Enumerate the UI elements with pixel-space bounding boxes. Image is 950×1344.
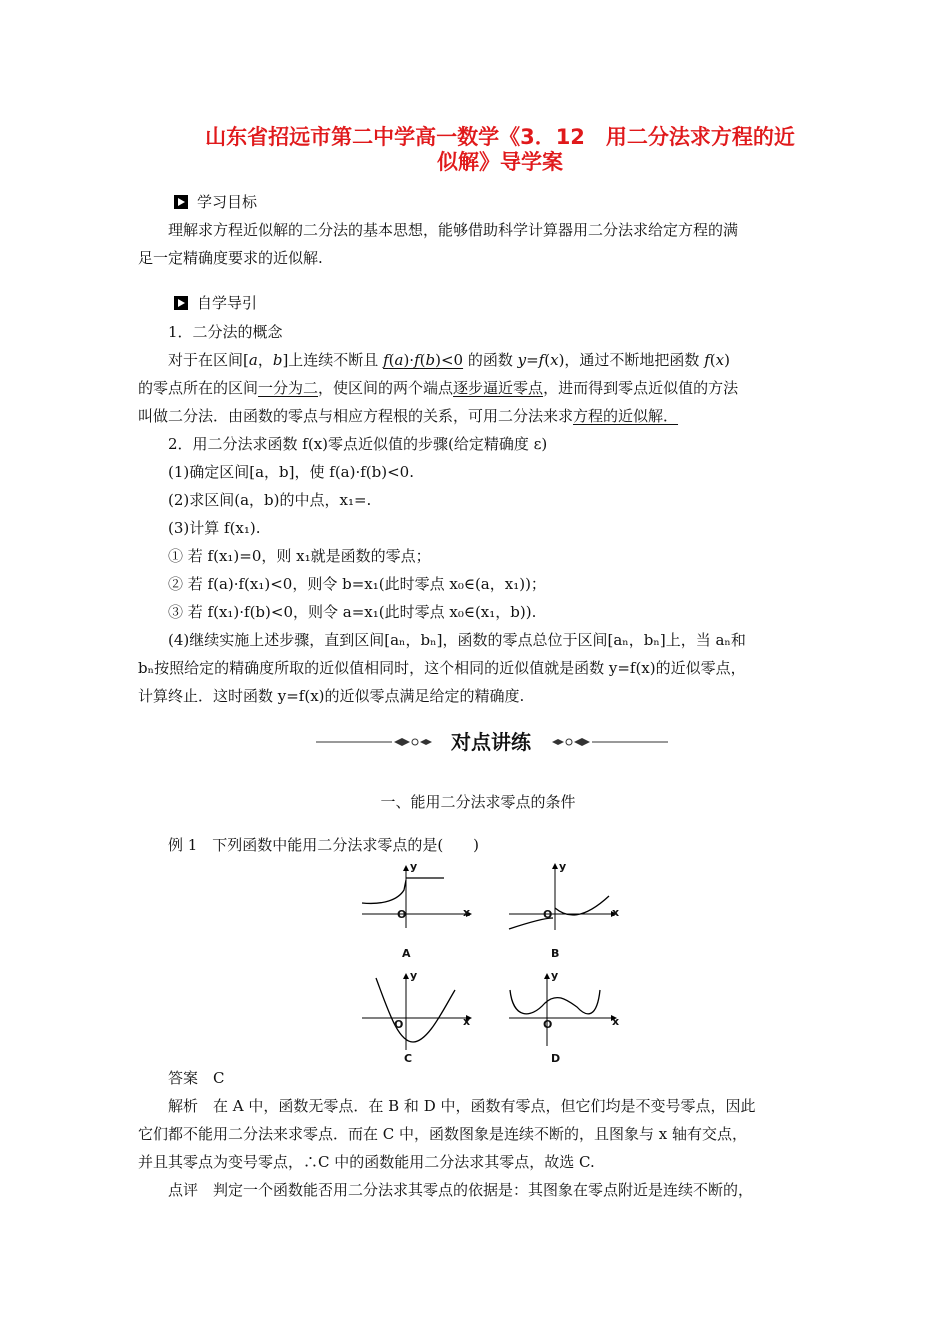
objectives-heading-text: 学习目标 xyxy=(197,193,258,211)
graph-d xyxy=(505,970,625,1050)
graph-b-x-label: x xyxy=(612,906,620,919)
graph-c xyxy=(358,970,478,1050)
section-banner xyxy=(312,727,672,757)
graph-a-origin: O xyxy=(397,908,407,921)
analysis-line-1: 解析 在 A 中，函数无零点．在 B 和 D 中，函数有零点，但它们均是不变号零点，因此 xyxy=(168,1097,756,1115)
graph-d-x-label: x xyxy=(612,1015,620,1028)
doc-title-line-2: 似解》导学案 xyxy=(437,150,563,174)
comment-line-1: 点评 判定一个函数能否用二分法求其零点的依据是：其图象在零点附近是连续不断的， xyxy=(168,1181,754,1199)
step-1: (1)确定区间[a，b]，使 f(a)·f(b)<0. xyxy=(168,463,414,481)
play-arrow-icon xyxy=(174,195,188,209)
example-1-question: 例 1 下列函数中能用二分法求零点的是( ) xyxy=(168,836,480,854)
step-4-line-2: bₙ按照给定的精确度所取的近似值相同时，这个相同的近似值就是函数 y=f(x)的近似零点， xyxy=(138,659,746,677)
graph-a-x-label: x xyxy=(463,906,471,919)
step-4-line-1: (4)继续实施上述步骤，直到区间[aₙ，bₙ]，函数的零点总位于区间[aₙ，bₙ]上，当 aₙ和 xyxy=(168,631,746,649)
concept-line-2: 的零点所在的区间一分为二，使区间的两个端点逐步逼近零点，进而得到零点近似值的方法 xyxy=(138,379,739,397)
graph-b-y-label: y xyxy=(559,860,567,873)
step-3: (3)计算 f(x₁). xyxy=(168,519,261,537)
objectives-heading xyxy=(174,192,257,212)
step-4-line-3: 计算终止．这时函数 y=f(x)的近似零点满足给定的精确度. xyxy=(138,687,525,705)
steps-title: 2．用二分法求函数 f(x)零点近似值的步骤(给定精确度 ε) xyxy=(168,435,548,453)
analysis-line-3: 并且其零点为变号零点，∴C 中的函数能用二分法求其零点，故选 C. xyxy=(138,1153,595,1171)
graph-d-y-label: y xyxy=(551,969,559,982)
graph-d-origin: O xyxy=(543,1018,553,1031)
step-2: (2)求区间(a，b)的中点，x₁=. xyxy=(168,491,372,509)
graph-a-label: A xyxy=(402,947,411,960)
concept-title: 1．二分法的概念 xyxy=(168,323,283,341)
graph-c-origin: O xyxy=(394,1018,404,1031)
example-1-answer: 答案 C xyxy=(168,1069,225,1087)
step-3-case-2: ② 若 f(a)·f(x₁)<0，则令 b=x₁(此时零点 x₀∈(a，x₁))； xyxy=(168,575,546,593)
selfstudy-heading xyxy=(174,293,257,313)
selfstudy-heading-text: 自学导引 xyxy=(197,294,258,312)
concept-line-1: 对于在区间[a，b]上连续不断且 f(a)·f(b)<0 的函数 y=f(x)，通过不断地把函数 f(x) xyxy=(168,351,730,369)
step-3-case-3: ③ 若 f(x₁)·f(b)<0，则令 a=x₁(此时零点 x₀∈(x₁，b)). xyxy=(168,603,537,621)
graph-a xyxy=(358,860,478,930)
graph-b-origin: O xyxy=(543,908,553,921)
objectives-line-2: 足一定精确度要求的近似解. xyxy=(138,249,323,267)
graph-a-y-label: y xyxy=(410,860,418,873)
graph-c-y-label: y xyxy=(410,969,418,982)
graph-c-x-label: x xyxy=(463,1015,471,1028)
graph-d-label: D xyxy=(551,1052,561,1065)
graph-b-label: B xyxy=(551,947,560,960)
play-arrow-icon xyxy=(174,296,188,310)
analysis-line-2: 它们都不能用二分法来求零点．而在 C 中，函数图象是连续不断的，且图象与 x 轴有交点， xyxy=(138,1125,748,1143)
graph-c-label: C xyxy=(404,1052,413,1065)
concept-line-3: 叫做二分法．由函数的零点与相应方程根的关系，可用二分法来求方程的近似解． xyxy=(138,407,679,425)
banner-text: 对点讲练 xyxy=(451,730,531,754)
step-3-case-1: ① 若 f(x₁)=0，则 x₁就是函数的零点； xyxy=(168,547,431,565)
doc-title-line-1: 山东省招远市第二中学高一数学《3．12 用二分法求方程的近 xyxy=(205,125,795,149)
section-1-title: 一、能用二分法求零点的条件 xyxy=(380,793,576,811)
objectives-line-1: 理解求方程近似解的二分法的基本思想，能够借助科学计算器用二分法求给定方程的满 xyxy=(168,221,739,239)
